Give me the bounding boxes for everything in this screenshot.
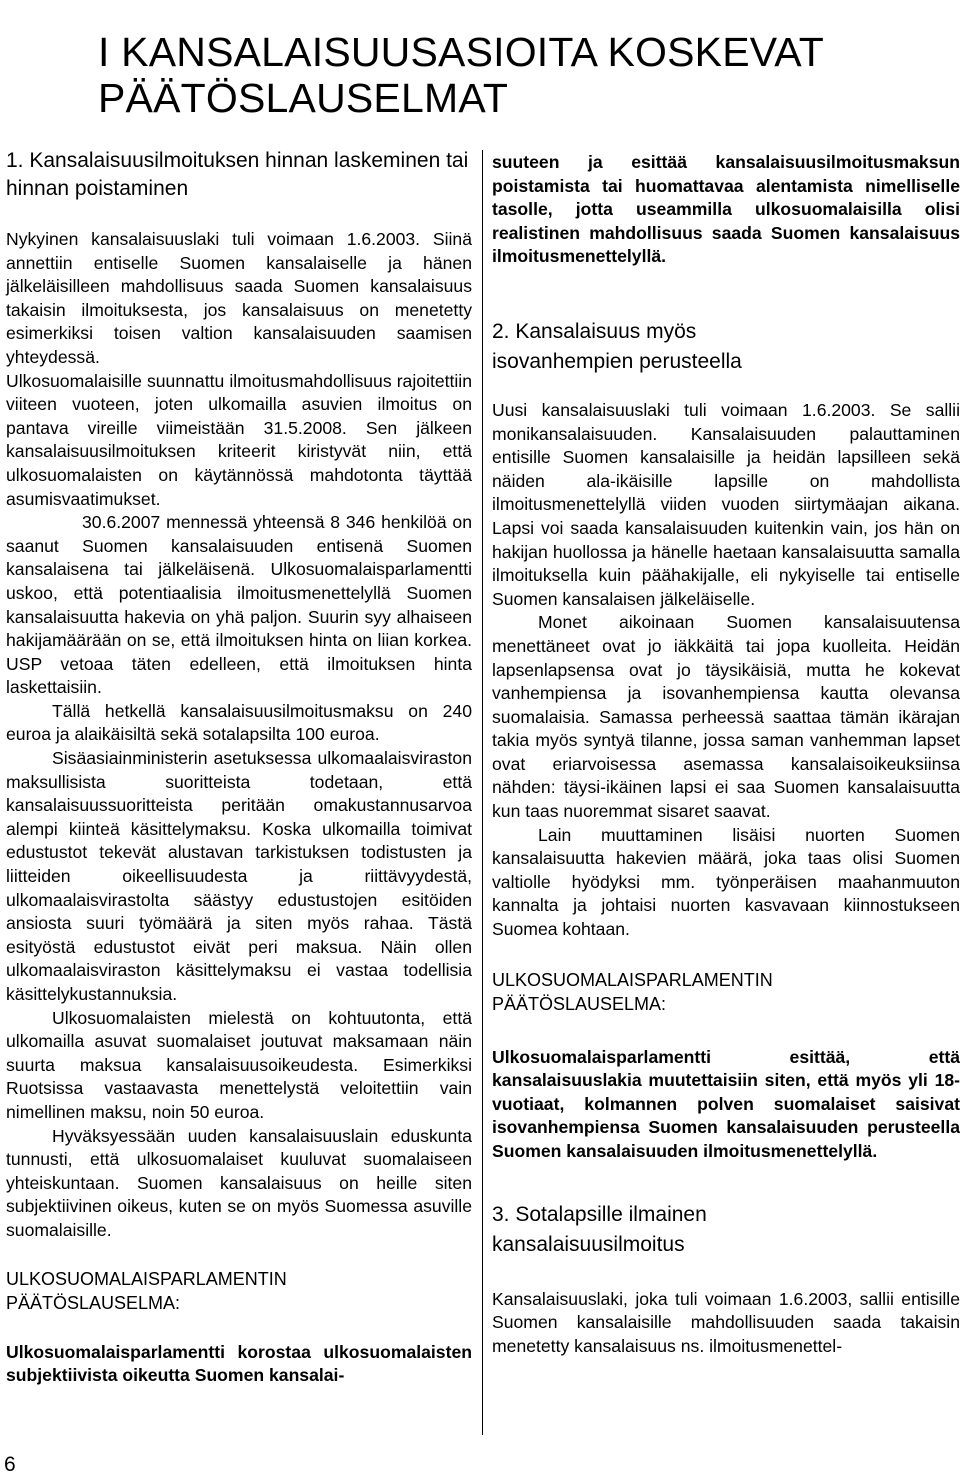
left-column	[6, 147, 472, 1388]
paragraph: Tällä hetkellä kansalaisuusilmoitusmaksu on 240 euroa ja alaikäisiltä sekä sotalapsilta 100 euroa.	[6, 700, 472, 745]
section-1-heading: 1. Kansalaisuusilmoituksen hinnan laskeminen tai hinnan poistaminen	[6, 149, 469, 200]
paragraph: Hyväksyessään uuden kansalaisuuslain eduskunta tunnusti, että ulkosuomalaiset kuuluvat suomalaiseen yhteiskuntaan. Suomen kansalaisuus on heille siten subjektiivinen oikeus, kuten se on myös Suomessa asuville suomalaisille.	[6, 1125, 472, 1240]
page-title: I KANSALAISUUSASIOITA KOSKEVAT PÄÄTÖSLAUSELMAT	[98, 29, 824, 122]
resolution-continuation: suuteen ja esittää kansalaisuusilmoitusmaksun poistamista tai huomattavaa alentamista nimelliselle tasolle, jotta useammilla ulkosuomalaisilla olisi realistinen mahdollisuus saada Suomen kansalaisuus ilmoitusmenettelyllä.	[492, 152, 960, 267]
resolution-text: Ulkosuomalaisparlamentti esittää, että kansalaisuuslakia muutettaisiin siten, että myös yli 18-vuotiaat, kolmannen polven suomalaiset saisivat isovanhempiensa Suomen kansalaisuuden perusteella Suomen kansalaisuuden ilmoitusmenettelyllä.	[492, 1046, 960, 1161]
paragraph: Sisäasiainministerin asetuksessa ulkomaalaisviraston maksullisista suoritteista todetaan, että kansalaisuussuoritteista peritään omakustannusarvoa alempi kiinteä käsittelymaksu. Koska ulkomailla toimivat edustustot tekevät alustavan tarkistuksen todistusten ja liitteiden oikeellisuudesta ja riittävyydestä, ulkomaalaisvirastolta säästyy edustustojen esitöiden ansiosta suuri työmäärä ja siten myös rahaa. Tästä esityöstä edustustot eivät peri maksua. Näin ollen ulkomaalaisviraston käsittelymaksu ei vastaa todellisia käsittelykustannuksia.	[6, 748, 472, 1004]
paragraph: Nykyinen kansalaisuuslaki tuli voimaan 1.6.2003. Siinä annettiin entiselle Suomen kansalaiselle ja hänen jälkeläisilleen mahdollisuus saada Suomen kansalaisuus takaisin ilmoituksesta, jos kansalaisuus on menetetty esimerkiksi toisen valtion kansalaisuuden saamisen yhteydessä.	[6, 229, 472, 367]
paragraph: Kansalaisuuslaki, joka tuli voimaan 1.6.2003, sallii entisille Suomen kansalaisille mahdollisuuden saada takaisin menetetty kansalaisuus ns. ilmoitusmenettel-	[492, 1288, 960, 1356]
paragraph: Ulkosuomalaisille suunnattu ilmoitusmahdollisuus rajoitettiin viiteen vuoteen, joten ulkomailla asuvien ilmoitus on pantava vireille viimeistään 31.5.2008. Sen jälkeen kansalaisuusilmoituksen kriteerit kiristyvät niin, että ulkosuomalaisten on käytännössä mahdotonta täyttää asumisvaatimukset.	[6, 370, 472, 509]
paragraph: Ulkosuomalaisten mielestä on kohtuutonta, että ulkomailla asuvat suomalaiset joutuvat maksamaan näin suurta maksua kansalaisuusoikeudesta. Esimerkiksi Ruotsissa vastaavasta menettelystä veloitettiin vain nimellinen maksu, noin 50 euroa.	[6, 1007, 472, 1122]
right-column	[492, 151, 960, 1358]
section-3-heading: 3. Sotalapsille ilmainen kansalaisuusilmoitus	[492, 1202, 707, 1256]
resolution-text: Ulkosuomalaisparlamentti korostaa ulkosuomalaisten subjektiivista oikeutta Suomen kansalai-	[6, 1341, 472, 1386]
paragraph: 30.6.2007 mennessä yhteensä 8 346 henkilöä on saanut Suomen kansalaisuuden entisenä Suomen kansalaisena tai jälkeläisenä. Ulkosuomalaisparlamentti uskoo, että potentiaalisia ilmoitusmenettelyllä Suomen kansalaisuutta hakevia on yhä paljon. Suurin syy alhaiseen hakijamäärään on se, että ilmoituksen hinta on liian korkea. USP vetoaa täten edelleen, että ilmoituksen hinta laskettaisiin.	[6, 512, 472, 698]
resolution-heading: ULKOSUOMALAISPARLAMENTIN PÄÄTÖSLAUSELMA:	[6, 1268, 287, 1313]
page-number: 6	[4, 1453, 16, 1476]
section-2-heading: 2. Kansalaisuus myös isovanhempien perusteella	[492, 319, 742, 373]
paragraph: Lain muuttaminen lisäisi nuorten Suomen kansalaisuutta hakevien määrä, joka taas olisi Suomen valtiolle hyödyksi mm. työnperäisen maahanmuuton kannalta ja johtaisi nuorten kasvavaan kiinnostukseen Suomea kohtaan.	[492, 824, 960, 940]
resolution-heading: ULKOSUOMALAISPARLAMENTIN PÄÄTÖSLAUSELMA:	[492, 969, 773, 1014]
paragraph: Monet aikoinaan Suomen kansalaisuutensa menettäneet ovat jo iäkkäitä tai jopa kuolleita. Heidän lapsenlapsensa ovat jo täysikäisiä, mutta he kokevat vanhempiensa ja isovanhempiensa kautta olevansa suomalaisia. Samassa perheessä saattaa tämän ikärajan takia myös syntyä tilanne, jossa saman vanhemman lapset ovat eriarvoisessa asemassa kansalaisoikeuksiinsa nähden: täysi-ikäinen lapsi ei saa Suomen kansalaisuutta kun taas nuoremmat sisaret saavat.	[492, 612, 960, 822]
column-divider	[482, 150, 483, 1435]
paragraph: Uusi kansalaisuuslaki tuli voimaan 1.6.2003. Se sallii monikansalaisuuden. Kansalaisuuden palauttaminen entisille Suomen kansalaisille ja heidän lapsilleen sekä näiden ala-ikäisille lapsille on mahdollista ilmoitusmenettelyllä viiden vuoden siirtymäajan aikana. Lapsi voi saada kansalaisuuden kuitenkin vain, jos hän on hakijan huollossa ja hänelle haetaan kansalaisuutta samalla ilmoituksella kuin päähakijalle, eli nykyiselle tai entiselle Suomen kansalaisen jälkeläiselle.	[492, 399, 960, 609]
